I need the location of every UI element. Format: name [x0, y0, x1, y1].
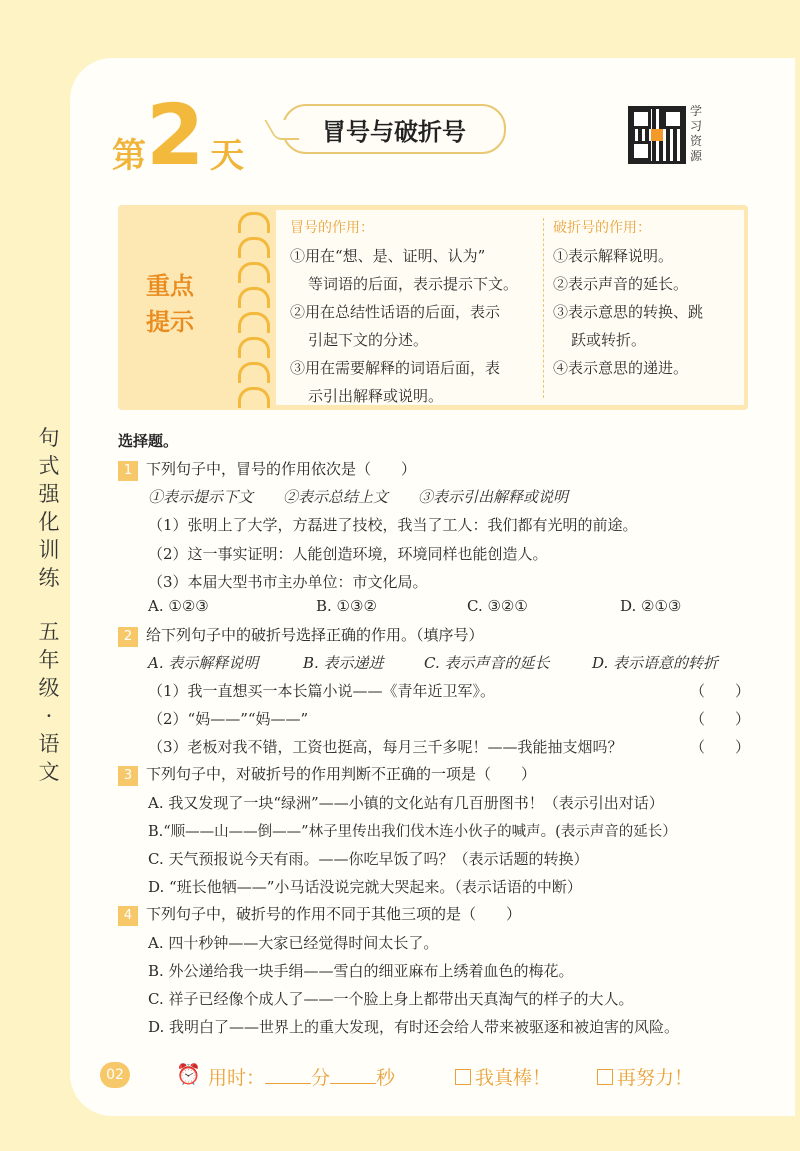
option-a: A. 表示解释说明 — [148, 654, 259, 672]
side-char: 强 — [38, 482, 60, 506]
minutes-blank[interactable] — [265, 1083, 311, 1084]
section-title: 选择题。 — [118, 432, 179, 450]
dash-heading: 破折号的作用： — [553, 220, 651, 236]
colon-item: ①用在“想、是、证明、认为” — [290, 247, 486, 265]
qr-corner-icon — [663, 109, 683, 129]
choice-a[interactable]: A. 我又发现了一块“绿洲”——小镇的文化站有几百册图书！（表示引出对话） — [148, 794, 664, 812]
q1-options-line: ①表示提示下文 ②表示总结上文 ③表示引出解释或说明 — [148, 488, 569, 506]
side-char: 五 — [38, 620, 60, 644]
day-number: 2 — [146, 86, 205, 184]
option-b: B. 表示递进 — [303, 654, 384, 672]
self-check-try[interactable] — [597, 1063, 693, 1090]
choice-b[interactable]: B. 外公递给我一块手绢——雪白的细亚麻布上绣着血色的梅花。 — [148, 962, 574, 980]
seconds-blank[interactable] — [330, 1083, 376, 1084]
choice-c[interactable]: C. 祥子已经像个成人了——一个脸上身上都带出天真淘气的样子的大人。 — [148, 990, 634, 1008]
dash-usage-column — [553, 214, 703, 382]
qr-logo-icon — [651, 129, 663, 141]
question-number: 3 — [118, 766, 138, 786]
question-number: 4 — [118, 906, 138, 926]
try-label: 再努力！ — [617, 1067, 694, 1089]
question-stem: 下列句子中，冒号的作用依次是（ ） — [146, 460, 417, 478]
key-tips-label: 重点提示 — [146, 271, 194, 336]
qr-code-icon[interactable] — [628, 106, 686, 164]
dash-item: ①表示解释说明。 — [553, 247, 674, 265]
time-label: 用时： — [208, 1067, 266, 1089]
question-4 — [118, 903, 521, 926]
side-char: 文 — [38, 760, 60, 784]
side-char: 式 — [38, 454, 60, 478]
binder-ring-icon — [238, 287, 270, 308]
choice-d[interactable]: D. ②①③ — [620, 597, 682, 615]
option-d: D. 表示语意的转折 — [592, 654, 719, 672]
qr-corner-icon — [631, 109, 651, 129]
side-char: 级 — [38, 676, 60, 700]
question-1 — [118, 458, 416, 481]
q2-sentence: （3）老板对我不错，工资也挺高，每月三千多呢！——我能抽支烟吗？ — [148, 738, 623, 756]
time-used — [208, 1063, 395, 1090]
side-char: 句 — [38, 426, 60, 450]
question-number: 2 — [118, 627, 138, 647]
qr-label: 学习资源 — [690, 104, 703, 163]
dash-item: ②表示声音的延长。 — [553, 275, 689, 293]
choice-a[interactable]: A. ①②③ — [148, 597, 209, 615]
option-c: C. 表示声音的延长 — [424, 654, 550, 672]
choice-d[interactable]: D. 我明白了——世界上的重大发现，有时还会给人带来被驱逐和被迫害的风险。 — [148, 1018, 680, 1036]
q2-sentence: （1）我一直想买一本长篇小说——《青年近卫军》。 — [148, 682, 496, 700]
choice-b[interactable]: B.“顺——山——倒——”林子里传出我们伐木连小伙子的喊声。(表示声音的延长） — [148, 824, 677, 840]
day-suffix: 天 — [210, 136, 244, 176]
question-stem: 下列句子中，破折号的作用不同于其他三项的是（ ） — [146, 905, 522, 923]
question-3 — [118, 763, 536, 786]
choice-a[interactable]: A. 四十秒钟——大家已经觉得时间太长了。 — [148, 934, 439, 952]
self-check-good[interactable] — [455, 1063, 551, 1090]
qr-corner-icon — [631, 141, 651, 161]
side-book-title — [34, 424, 64, 786]
side-char: 语 — [38, 732, 60, 756]
binder-ring-icon — [238, 362, 270, 383]
colon-item: ③用在需要解释的词语后面，表 — [290, 359, 501, 377]
day-prefix: 第 — [112, 136, 146, 176]
minutes-unit: 分 — [311, 1067, 331, 1089]
q1-sentence: （1）张明上了大学，方磊进了技校，我当了工人：我们都有光明的前途。 — [148, 516, 638, 534]
binder-ring-icon — [238, 212, 270, 233]
binder-ring-icon — [238, 387, 270, 408]
choice-c[interactable]: C. 天气预报说今天有雨。——你吃早饭了吗？（表示话题的转换） — [148, 850, 589, 868]
answer-blank[interactable]: （ ） — [690, 738, 751, 756]
q1-sentence: （2）这一事实证明：人能创造环境，环境同样也能创造人。 — [148, 545, 548, 563]
choice-c[interactable]: C. ③②① — [467, 597, 528, 615]
binder-ring-icon — [238, 312, 270, 333]
choice-d[interactable]: D. “班长他牺——”小马话没说完就大哭起来。（表示话语的中断） — [148, 878, 582, 896]
question-number: 1 — [118, 461, 138, 481]
good-label: 我真棒！ — [475, 1067, 552, 1089]
colon-heading: 冒号的作用： — [290, 220, 374, 236]
choice-b[interactable]: B. ①③② — [316, 597, 377, 615]
q2-sentence: （2）“妈——”“妈——” — [148, 710, 309, 728]
page-number: 02 — [100, 1062, 130, 1088]
q1-sentence: （3）本届大型书市主办单位：市文化局。 — [148, 573, 428, 591]
question-stem: 给下列句子中的破折号选择正确的作用。（填序号） — [146, 626, 484, 644]
side-char: 训 — [38, 538, 60, 562]
dash-item: 跃或转折。 — [571, 331, 647, 349]
side-char: 年 — [38, 648, 60, 672]
binder-ring-icon — [238, 237, 270, 258]
column-divider — [543, 218, 544, 398]
answer-blank[interactable]: （ ） — [690, 682, 751, 700]
colon-usage-column — [290, 214, 518, 410]
answer-blank[interactable]: （ ） — [690, 710, 751, 728]
side-char: 练 — [38, 566, 60, 590]
checkbox-icon[interactable] — [455, 1069, 471, 1085]
colon-item: ②用在总结性话语的后面，表示 — [290, 303, 501, 321]
binder-ring-icon — [238, 337, 270, 358]
colon-item: 等词语的后面，表示提示下文。 — [308, 275, 519, 293]
lesson-title: 冒号与破折号 — [282, 104, 506, 154]
question-stem: 下列句子中，对破折号的作用判断不正确的一项是（ ） — [146, 765, 537, 783]
side-char: · — [45, 704, 53, 728]
question-2 — [118, 624, 484, 647]
dash-item: ④表示意思的递进。 — [553, 359, 689, 377]
dash-item: ③表示意思的转换、跳 — [553, 303, 704, 321]
alarm-clock-icon: ⏰ — [176, 1062, 201, 1086]
colon-item: 引起下文的分述。 — [308, 331, 429, 349]
seconds-unit: 秒 — [376, 1067, 396, 1089]
checkbox-icon[interactable] — [597, 1069, 613, 1085]
binder-ring-icon — [238, 262, 270, 283]
side-char: 化 — [38, 510, 60, 534]
colon-item: 示引出解释或说明。 — [308, 387, 444, 405]
